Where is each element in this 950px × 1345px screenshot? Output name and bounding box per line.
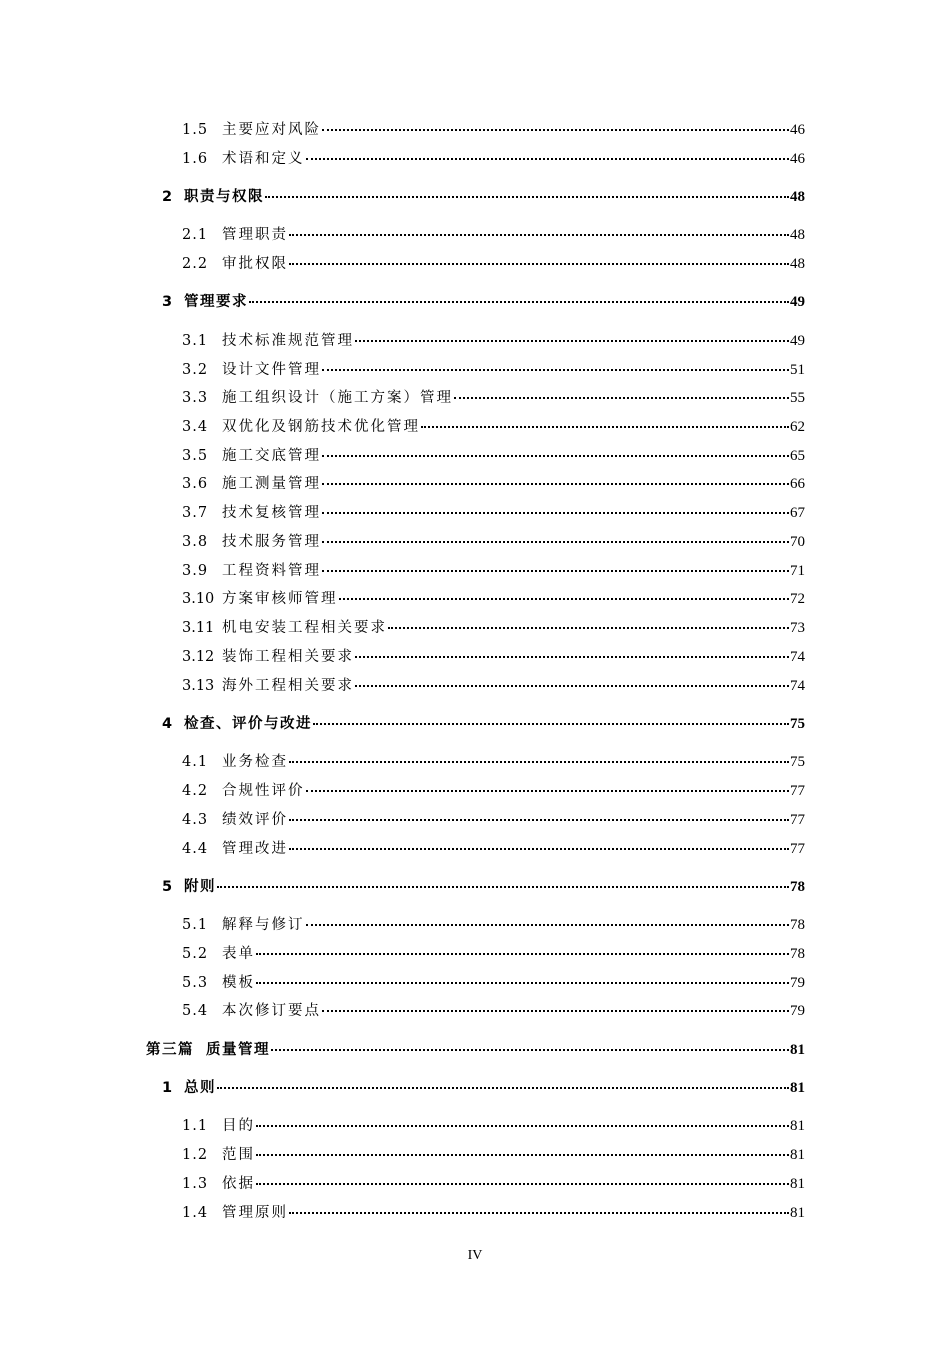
toc-entry-page: 81	[790, 1205, 805, 1221]
toc-entry-title: 技术标准规范管理	[222, 333, 354, 349]
toc-entry-number: 4.1	[182, 754, 209, 770]
dot-leader	[265, 182, 789, 198]
toc-entry-number: 4	[162, 716, 174, 732]
dot-leader	[454, 383, 789, 399]
toc-entry-page: 81	[790, 1080, 805, 1096]
toc-entry-number: 3.10	[182, 591, 215, 607]
toc-entry-title: 审批权限	[222, 256, 288, 272]
toc-entry[interactable]	[162, 185, 805, 215]
toc-entry-number: 1.4	[182, 1205, 209, 1221]
toc-entry-title: 质量管理	[206, 1042, 270, 1058]
toc-entry[interactable]	[182, 616, 805, 644]
toc-entry-page: 74	[790, 678, 805, 694]
toc-entry[interactable]	[162, 1076, 805, 1106]
toc-entry-title: 附则	[184, 879, 216, 895]
toc-entry-page: 81	[790, 1147, 805, 1163]
dot-leader	[256, 968, 789, 984]
toc-entry[interactable]	[182, 750, 805, 778]
dot-leader	[313, 709, 789, 725]
toc-entry-number: 5.3	[182, 975, 209, 991]
toc-entry-title: 主要应对风险	[222, 122, 321, 138]
toc-entry-page: 73	[790, 620, 805, 636]
toc-entry[interactable]	[162, 875, 805, 905]
toc-entry-title: 双优化及钢筋技术优化管理	[222, 419, 420, 435]
toc-entry[interactable]	[182, 329, 805, 357]
toc-entry[interactable]	[182, 444, 805, 472]
toc-entry-page: 75	[790, 754, 805, 770]
dot-leader	[289, 1198, 789, 1214]
toc-entry[interactable]	[182, 252, 805, 280]
toc-entry-title: 合规性评价	[222, 783, 305, 799]
toc-entry-title: 技术复核管理	[222, 505, 321, 521]
dot-leader	[322, 355, 789, 371]
dot-leader	[289, 834, 789, 850]
toc-entry-title: 方案审核师管理	[222, 591, 338, 607]
toc-entry[interactable]	[182, 147, 805, 175]
toc-entry[interactable]	[182, 645, 805, 673]
toc-entry-number: 1.6	[182, 151, 209, 167]
dot-leader	[217, 1073, 789, 1089]
toc-entry-title: 术语和定义	[222, 151, 305, 167]
toc-entry[interactable]	[182, 971, 805, 999]
toc-entry-page: 74	[790, 649, 805, 665]
dot-leader	[322, 469, 789, 485]
toc-entry-title: 检查、评价与改进	[184, 716, 312, 732]
toc-entry-number: 3.13	[182, 678, 215, 694]
toc-entry-title: 表单	[222, 946, 255, 962]
toc-entry[interactable]	[182, 674, 805, 702]
toc-entry-number: 3.12	[182, 649, 215, 665]
dot-leader	[322, 441, 789, 457]
toc-entry-title: 解释与修订	[222, 917, 305, 933]
dot-leader	[306, 910, 790, 926]
toc-entry-title: 范围	[222, 1147, 255, 1163]
toc-entry-number: 3.3	[182, 390, 209, 406]
toc-entry-page: 78	[790, 946, 805, 962]
dot-leader	[289, 220, 789, 236]
toc-entry-number: 3.7	[182, 505, 209, 521]
toc-entry[interactable]	[182, 223, 805, 251]
dot-leader	[289, 249, 789, 265]
dot-leader	[256, 1140, 789, 1156]
toc-entry-page: 75	[790, 716, 805, 732]
dot-leader	[256, 939, 789, 955]
toc-entry-title: 绩效评价	[222, 812, 288, 828]
page-number-footer: IV	[467, 1248, 483, 1263]
dot-leader	[322, 115, 789, 131]
toc-entry[interactable]	[182, 118, 805, 146]
toc-entry-page: 46	[790, 122, 805, 138]
dot-leader	[217, 872, 789, 888]
toc-entry[interactable]	[182, 808, 805, 836]
toc-entry-number: 1.1	[182, 1118, 209, 1134]
toc-entry[interactable]	[182, 358, 805, 386]
toc-entry-title: 目的	[222, 1118, 255, 1134]
toc-entry-page: 55	[790, 390, 805, 406]
toc-entry-number: 1	[162, 1080, 174, 1096]
toc-entry-title: 管理职责	[222, 227, 288, 243]
toc-entry-number: 3.2	[182, 362, 209, 378]
toc-entry-page: 48	[790, 227, 805, 243]
toc-entry-title: 机电安装工程相关要求	[222, 620, 387, 636]
dot-leader	[289, 747, 789, 763]
toc-entry-page: 48	[790, 189, 805, 205]
dot-leader	[289, 805, 789, 821]
dot-leader	[256, 1169, 789, 1185]
toc-entry[interactable]	[182, 837, 805, 865]
toc-entry-number: 1.5	[182, 122, 209, 138]
toc-entry-number: 2.1	[182, 227, 209, 243]
toc-entry-number: 3.8	[182, 534, 209, 550]
toc-entry-page: 79	[790, 1003, 805, 1019]
toc-entry-page: 51	[790, 362, 805, 378]
dot-leader	[306, 144, 790, 160]
toc-entry[interactable]	[182, 1201, 805, 1229]
toc-entry-title: 职责与权限	[184, 189, 264, 205]
toc-entry-number: 3.5	[182, 448, 209, 464]
toc-entry[interactable]	[182, 779, 805, 807]
toc-entry[interactable]	[182, 530, 805, 558]
toc-entry-number: 第三篇	[146, 1042, 194, 1058]
toc-entry-title: 工程资料管理	[222, 563, 321, 579]
toc-entry-page: 70	[790, 534, 805, 550]
dot-leader	[271, 1035, 789, 1051]
toc-entry-number: 4.3	[182, 812, 209, 828]
toc-entry-number: 5.4	[182, 1003, 209, 1019]
dot-leader	[355, 671, 789, 687]
toc-entry-page: 46	[790, 151, 805, 167]
toc-entry-title: 设计文件管理	[222, 362, 321, 378]
toc-entry-page: 77	[790, 812, 805, 828]
toc-entry-number: 3.4	[182, 419, 209, 435]
dot-leader	[355, 326, 789, 342]
toc-entry[interactable]	[182, 587, 805, 615]
toc-entry[interactable]	[162, 290, 805, 320]
toc-entry-number: 3.9	[182, 563, 209, 579]
toc-entry-number: 4.4	[182, 841, 209, 857]
dot-leader	[322, 498, 789, 514]
dot-leader	[421, 412, 789, 428]
toc-entry[interactable]	[182, 913, 805, 941]
toc-entry-title: 管理原则	[222, 1205, 288, 1221]
toc-entry[interactable]	[182, 942, 805, 970]
toc-entry-number: 5	[162, 879, 174, 895]
toc-entry[interactable]	[182, 472, 805, 500]
toc-entry-page: 66	[790, 476, 805, 492]
toc-entry-page: 77	[790, 841, 805, 857]
toc-entry[interactable]	[182, 386, 805, 414]
dot-leader	[256, 1111, 789, 1127]
toc-entry[interactable]	[182, 1143, 805, 1171]
toc-entry[interactable]	[146, 1038, 805, 1068]
toc-entry-title: 业务检查	[222, 754, 288, 770]
toc-entry-page: 49	[790, 294, 805, 310]
toc-entry[interactable]	[182, 501, 805, 529]
toc-entry-page: 71	[790, 563, 805, 579]
toc-entry[interactable]	[182, 999, 805, 1027]
toc-entry-number: 4.2	[182, 783, 209, 799]
toc-entry[interactable]	[182, 415, 805, 443]
toc-entry-number: 2.2	[182, 256, 209, 272]
dot-leader	[322, 996, 789, 1012]
toc-entry-page: 81	[790, 1176, 805, 1192]
toc-entry[interactable]	[182, 1114, 805, 1142]
toc-entry-page: 48	[790, 256, 805, 272]
dot-leader	[339, 584, 790, 600]
toc-entry-title: 施工组织设计（施工方案）管理	[222, 390, 453, 406]
toc-entry-title: 模板	[222, 975, 255, 991]
toc-entry-number: 3	[162, 294, 174, 310]
dot-leader	[355, 642, 789, 658]
toc-entry-number: 5.1	[182, 917, 209, 933]
toc-entry-title: 总则	[184, 1080, 216, 1096]
toc-entry-number: 3.6	[182, 476, 209, 492]
toc-entry-title: 技术服务管理	[222, 534, 321, 550]
toc-entry-title: 管理改进	[222, 841, 288, 857]
toc-entry-title: 依据	[222, 1176, 255, 1192]
toc-entry[interactable]	[162, 712, 805, 742]
toc-entry-title: 海外工程相关要求	[222, 678, 354, 694]
dot-leader	[388, 613, 789, 629]
toc-entry-title: 管理要求	[184, 294, 248, 310]
toc-entry-page: 65	[790, 448, 805, 464]
toc-entry[interactable]	[182, 1172, 805, 1200]
toc-entry-page: 77	[790, 783, 805, 799]
toc-entry-title: 本次修订要点	[222, 1003, 321, 1019]
toc-entry-number: 3.1	[182, 333, 209, 349]
toc-entry-title: 施工测量管理	[222, 476, 321, 492]
toc-entry-page: 62	[790, 419, 805, 435]
toc-entry-page: 79	[790, 975, 805, 991]
toc-entry-title: 装饰工程相关要求	[222, 649, 354, 665]
dot-leader	[249, 287, 789, 303]
dot-leader	[322, 527, 789, 543]
toc-entry-number: 5.2	[182, 946, 209, 962]
toc-entry-page: 81	[790, 1042, 805, 1058]
toc-entry-page: 78	[790, 879, 805, 895]
toc-entry-number: 1.3	[182, 1176, 209, 1192]
dot-leader	[322, 556, 789, 572]
toc-entry-page: 49	[790, 333, 805, 349]
dot-leader	[306, 776, 790, 792]
toc-entry-page: 78	[790, 917, 805, 933]
toc-entry-number: 2	[162, 189, 174, 205]
toc-entry-page: 81	[790, 1118, 805, 1134]
toc-entry[interactable]	[182, 559, 805, 587]
toc-entry-number: 3.11	[182, 620, 215, 636]
toc-entry-page: 72	[790, 591, 805, 607]
toc-entry-title: 施工交底管理	[222, 448, 321, 464]
toc-entry-page: 67	[790, 505, 805, 521]
toc-entry-number: 1.2	[182, 1147, 209, 1163]
